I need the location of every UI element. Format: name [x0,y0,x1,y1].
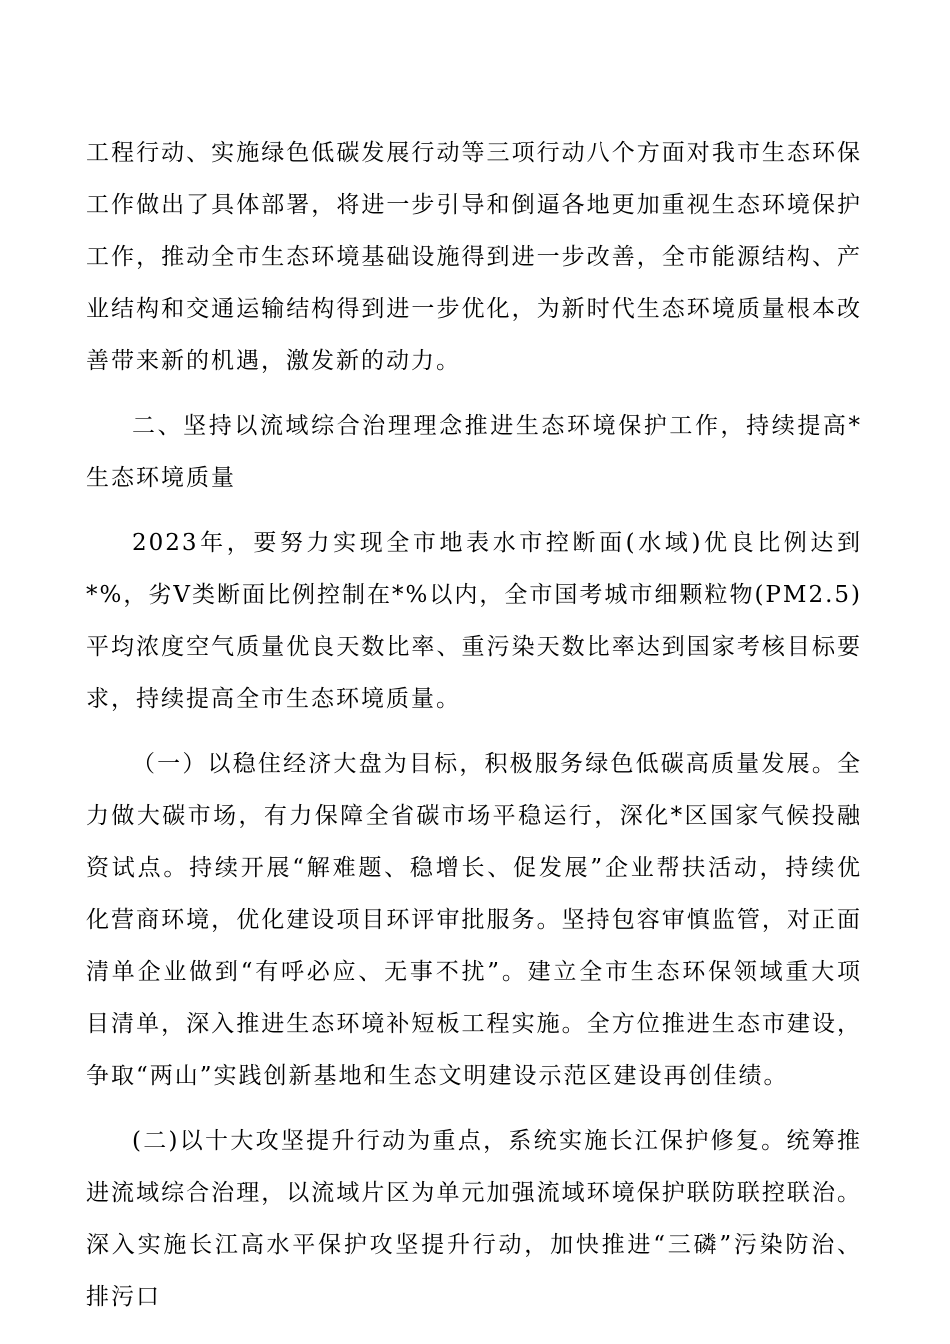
paragraph-1: 工程行动、实施绿色低碳发展行动等三项行动八个方面对我市生态环保工作做出了具体部署，将进一步引导和倒逼各地更加重视生态环境保护工作，推动全市生态环境基础设施得到进一步改善，全市能源结构、产业结构和交通运输结构得到进一步优化，为新时代生态环境质量根本改善带来新的机遇，激发新的动力。 [86,140,862,374]
paragraph-item-2: (二)以十大攻坚提升行动为重点，系统实施长江保护修复。统筹推进流域综合治理，以流域片区为单元加强流域环境保护联防联控联治。深入实施长江高水平保护攻坚提升行动，加快推进“三磷”污染防治、排污口 [86,1128,862,1310]
paragraph-item-1: （一）以稳住经济大盘为目标，积极服务绿色低碳高质量发展。全力做大碳市场，有力保障全省碳市场平稳运行，深化*区国家气候投融资试点。持续开展“解难题、稳增长、促发展”企业帮扶活动，持续优化营商环境，优化建设项目环评审批服务。坚持包容审慎监管，对正面清单企业做到“有呼必应、无事不扰”。建立全市生态环保领域重大项目清单，深入推进生态环境补短板工程实施。全方位推进生态市建设，争取“两山”实践创新基地和生态文明建设示范区建设再创佳绩。 [86,751,862,1089]
document-page [86,127,862,1336]
paragraph-targets-2023: 2023年，要努力实现全市地表水市控断面(水域)优良比例达到*%，劣V类断面比例控制在*%以内，全市国考城市细颗粒物(PM2.5)平均浓度空气质量优良天数比率、重污染天数比率达到国家考核目标要求，持续提高全市生态环境质量。 [86,530,862,712]
section-heading-2: 二、坚持以流域综合治理理念推进生态环境保护工作，持续提高*生态环境质量 [86,413,862,491]
